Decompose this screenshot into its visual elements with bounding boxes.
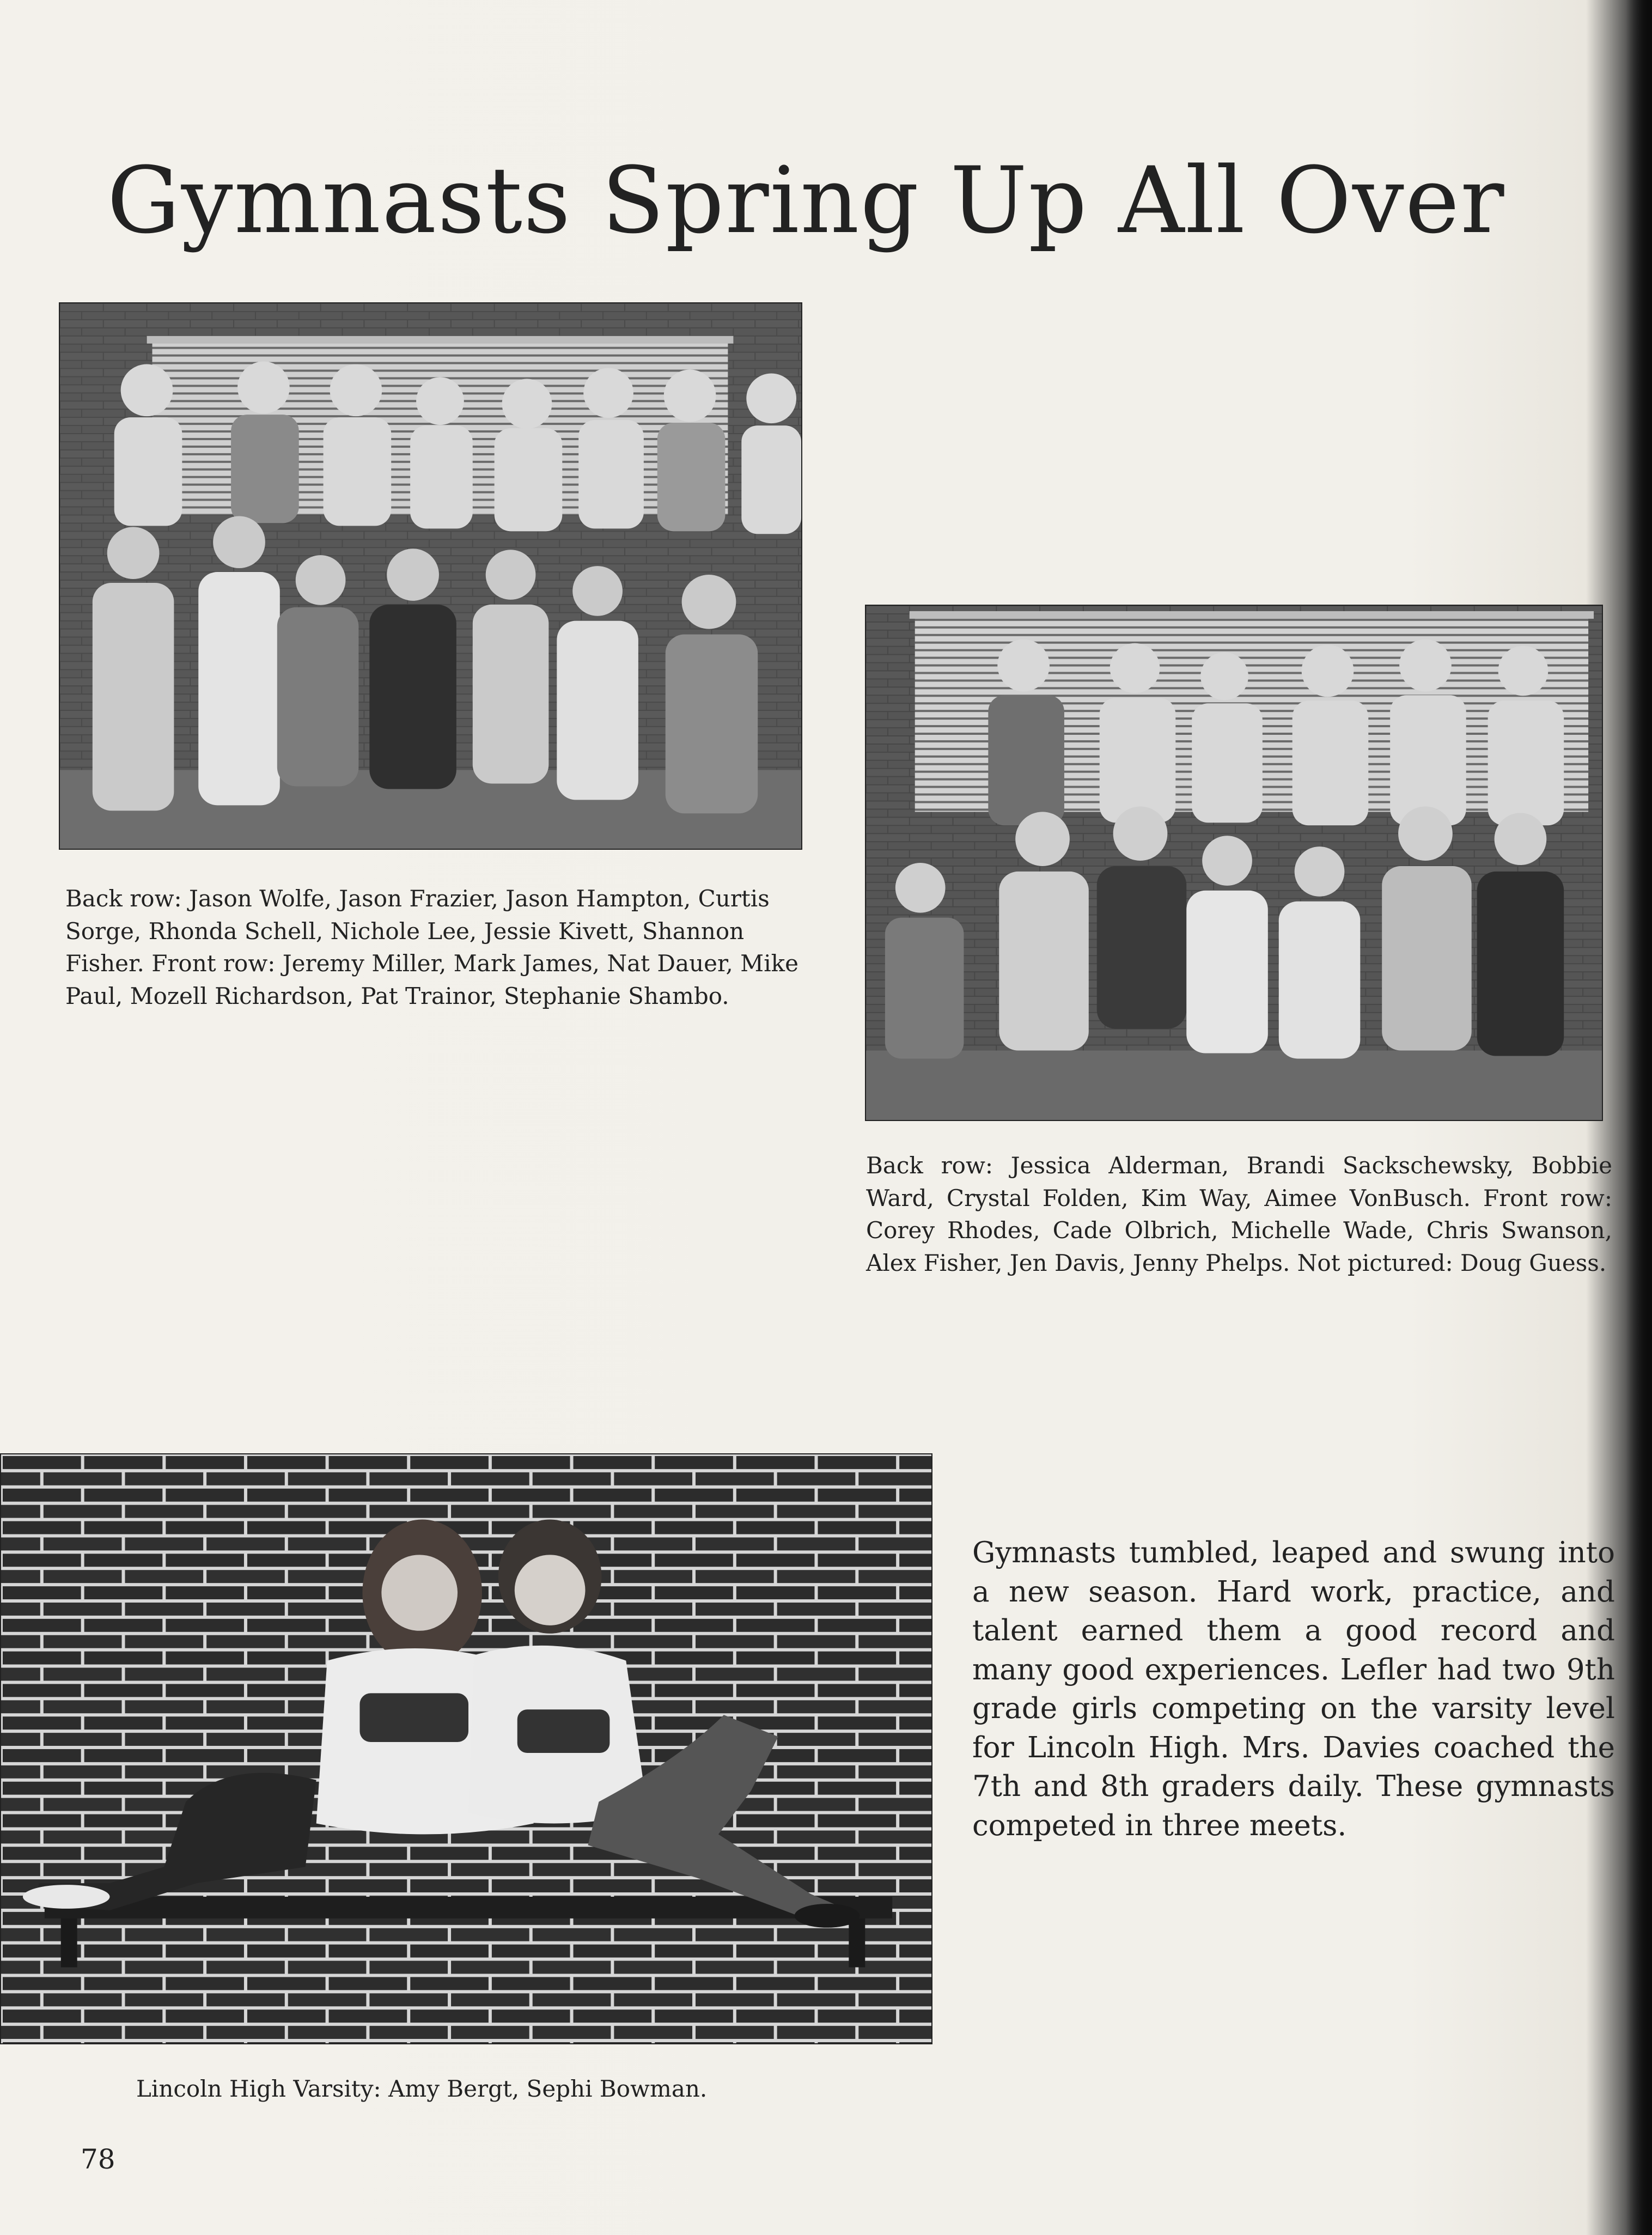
binding-shadow	[1626, 0, 1652, 2235]
group-photo-1	[59, 302, 802, 850]
varsity-photo-caption: Lincoln High Varsity: Amy Bergt, Sephi Bowman.	[136, 2075, 708, 2102]
group-photo-1-caption: Back row: Jason Wolfe, Jason Frazier, Jason Hampton, Curtis Sorge, Rhonda Schell, Nichole Lee, Jessie Kivett, Shannon Fisher. Front row: Jeremy Miller, Mark James, Nat Dauer, Mike Paul, Mozell Richardson, Pat Trainor, Stephanie Shambo.	[65, 885, 798, 1009]
page-number: 78	[81, 2143, 115, 2175]
varsity-photo-image	[1, 1454, 931, 2043]
group-photo-2	[865, 605, 1603, 1121]
article-body: Gymnasts tumbled, leaped and swung into a new season. Hard work, practice, and talent earned them a good record and many good experiences. Lefler had two 9th grade girls competing on the varsity level for Lincoln High. Mrs. Davies coached the 7th and 8th graders daily. These gymnasts competed in three meets.	[972, 1536, 1615, 1842]
group-photo-1-image	[60, 303, 801, 849]
page-title: Gymnasts Spring Up All Over	[107, 147, 1505, 254]
varsity-photo	[0, 1453, 932, 2044]
group-photo-2-caption: Back row: Jessica Alderman, Brandi Sackschewsky, Bobbie Ward, Crystal Folden, Kim Way, Aimee VonBusch. Front row: Corey Rhodes, Cade Olbrich, Michelle Wade, Chris Swanson, Alex Fisher, Jen Davis, Jenny Phelps. Not pictured: Doug Guess.	[866, 1152, 1612, 1276]
group-photo-2-image	[866, 606, 1602, 1120]
